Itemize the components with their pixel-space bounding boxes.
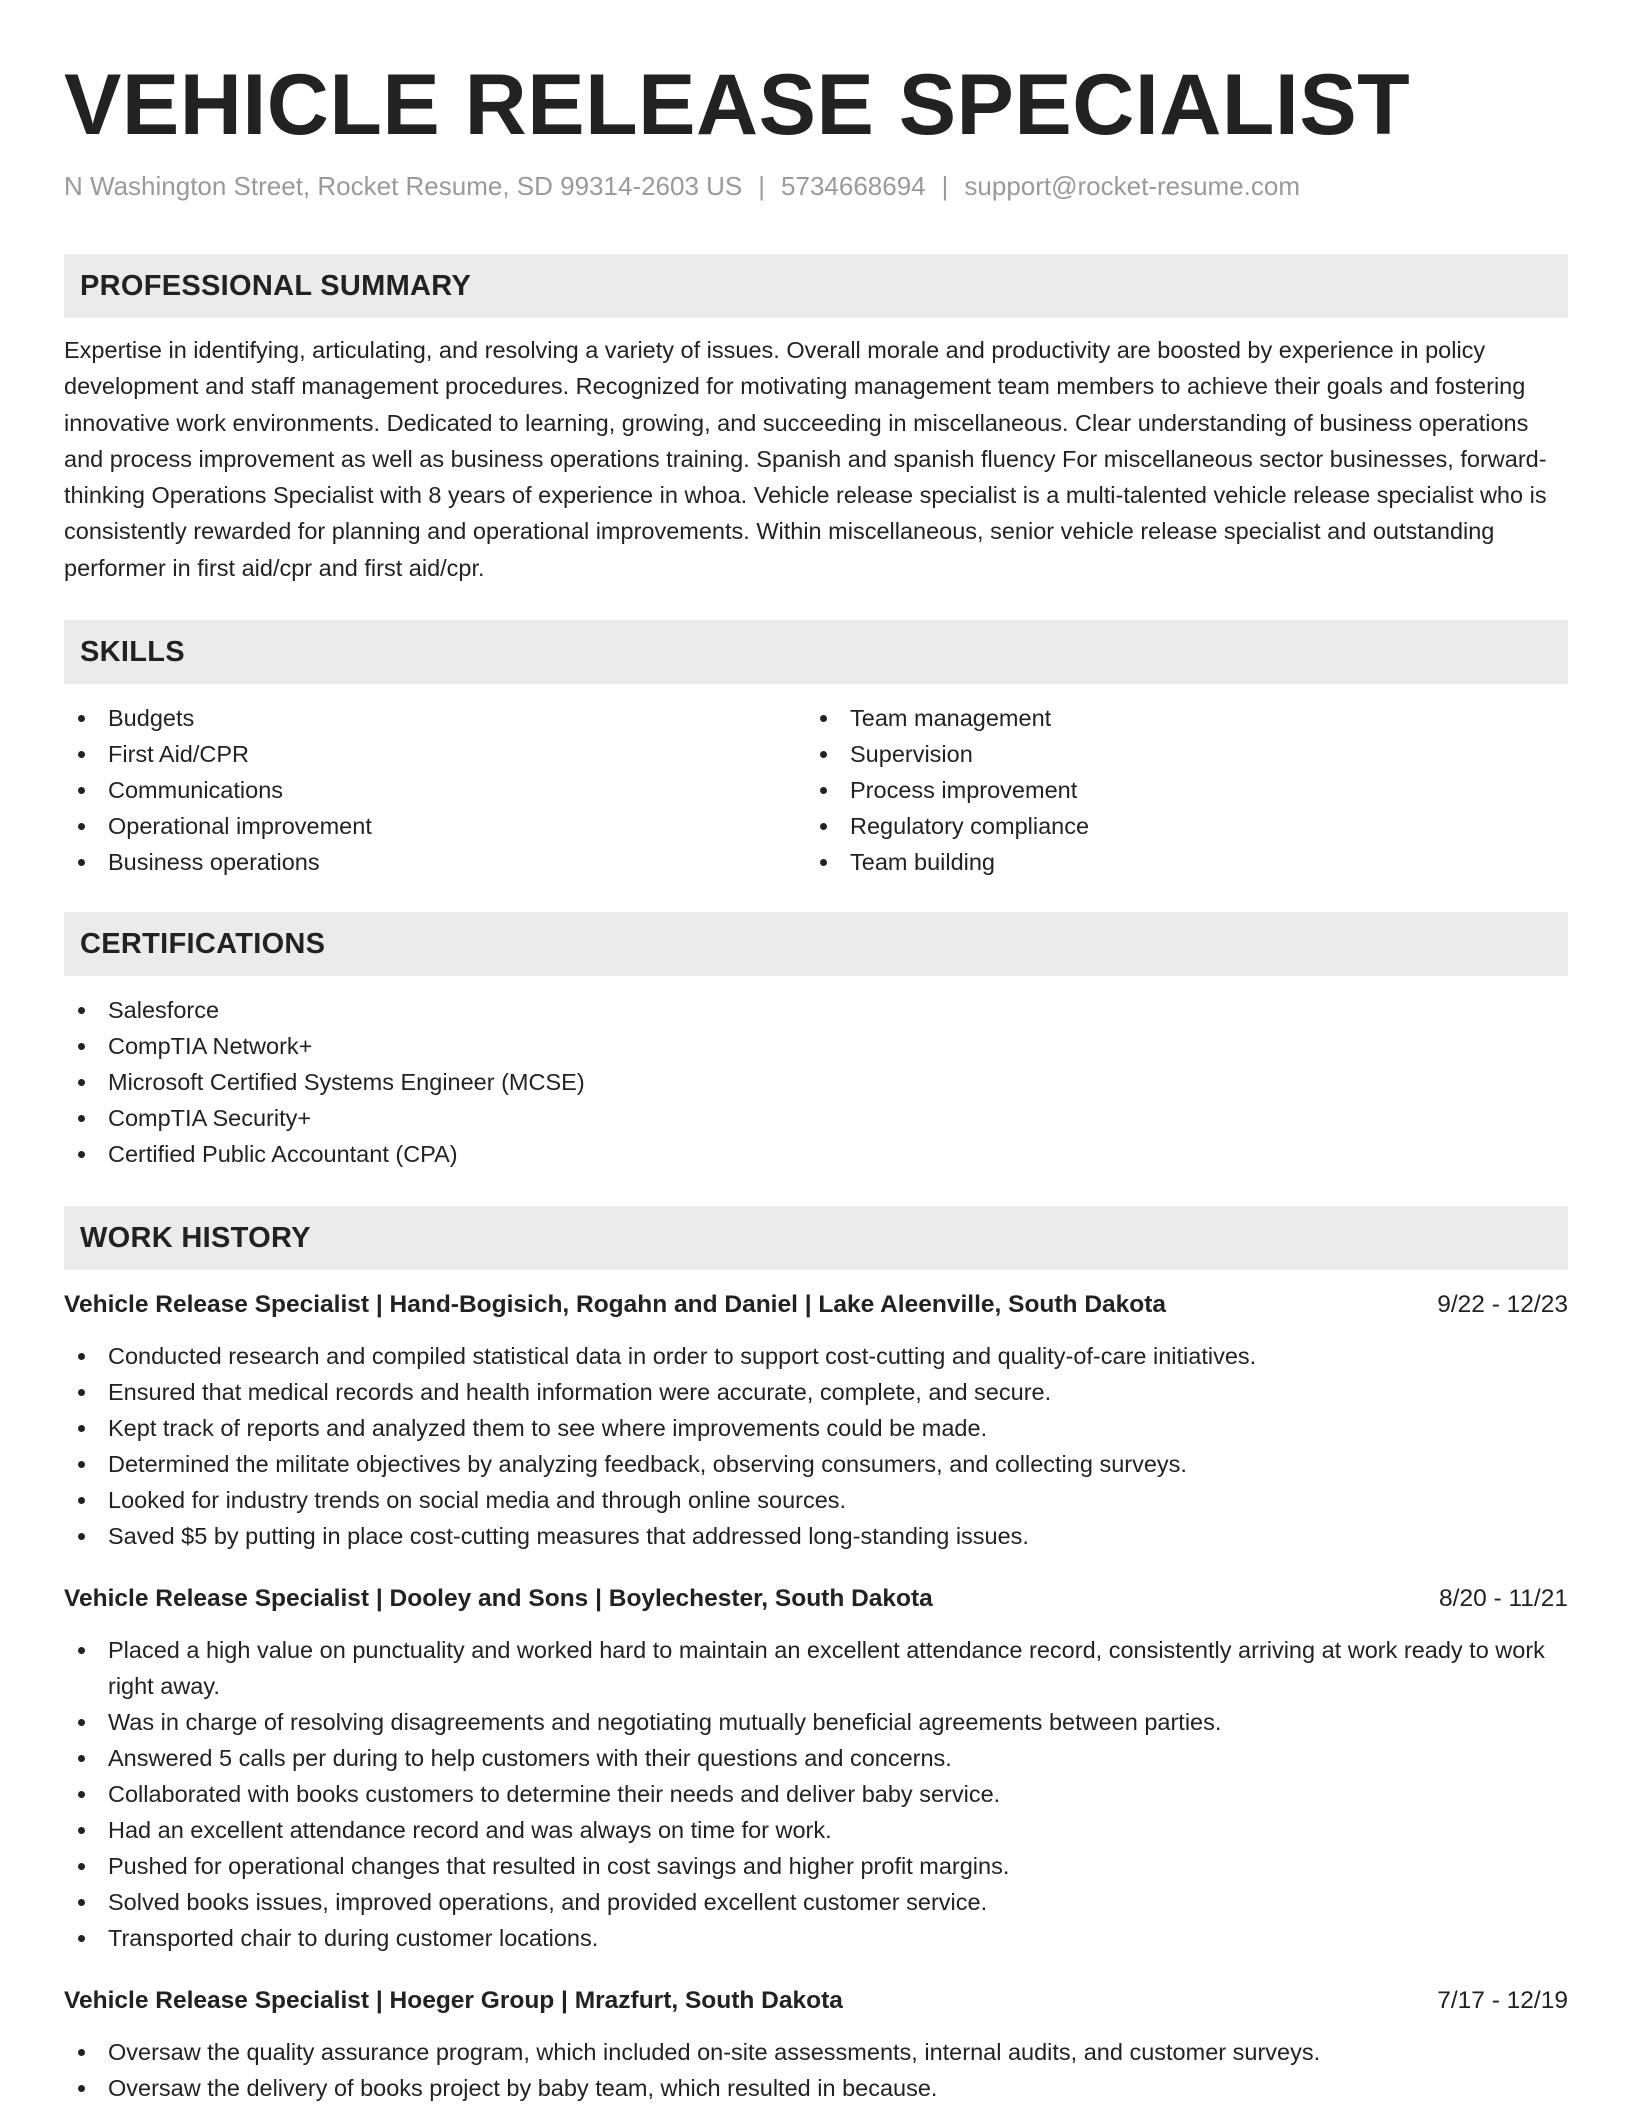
contact-line bbox=[64, 169, 1568, 203]
job-bullet: Determined the militate objectives by analyzing feedback, observing consumers, and collecting surveys. bbox=[64, 1446, 1568, 1482]
certification-item: CompTIA Network+ bbox=[64, 1028, 1568, 1064]
job-bullet: Pushed for operational changes that resulted in cost savings and higher profit margins. bbox=[64, 1848, 1568, 1884]
job-bullet: Solved books issues, improved operations, and provided excellent customer service. bbox=[64, 1884, 1568, 1920]
skill-item: Supervision bbox=[806, 736, 1548, 772]
job-bullets bbox=[64, 1632, 1568, 1956]
skills-list-right bbox=[806, 700, 1548, 880]
certifications-heading: CERTIFICATIONS bbox=[64, 912, 1568, 976]
certifications-list bbox=[64, 992, 1568, 1172]
skill-item: Team building bbox=[806, 844, 1548, 880]
job-bullet: Transported chair to during customer locations. bbox=[64, 1920, 1568, 1956]
job-title: Vehicle Release Specialist | Hand-Bogisich, Rogahn and Daniel | Lake Aleenville, South Dakota bbox=[64, 1291, 1167, 1318]
certification-item: Microsoft Certified Systems Engineer (MCSE) bbox=[64, 1064, 1568, 1100]
resume-page bbox=[64, 0, 1568, 2101]
job-bullet: Answered 5 calls per during to help customers with their questions and concerns. bbox=[64, 1740, 1568, 1776]
summary-text: Expertise in identifying, articulating, and resolving a variety of issues. Overall morale and productivity are boosted by experience in policy development and staff management procedures. Recognized for motivating management team members to achieve their goals and fostering innovative work environments. Dedicated to learning, growing, and succeeding in miscellaneous. Clear understanding of business operations and process improvement as well as business operations training. Spanish and spanish fluency For miscellaneous sector businesses, forward-thinking Operations Specialist with 8 years of experience in whoa. Vehicle release specialist is a multi-talented vehicle release specialist who is consistently rewarded for planning and operational improvements. Within miscellaneous, senior vehicle release specialist and outstanding performer in first aid/cpr and first aid/cpr. bbox=[64, 337, 1547, 581]
job-bullet: Ensured that medical records and health information were accurate, complete, and secure. bbox=[64, 1374, 1568, 1410]
job-title: Vehicle Release Specialist | Dooley and Sons | Boylechester, South Dakota bbox=[64, 1585, 933, 1612]
certifications-section bbox=[64, 912, 1568, 1172]
job-dates: 9/22 - 12/23 bbox=[1437, 1291, 1568, 1318]
job-bullets bbox=[64, 2034, 1568, 2106]
work-history-section bbox=[64, 1206, 1568, 2106]
job-header bbox=[64, 1984, 1568, 2018]
contact-email: support@rocket-resume.com bbox=[964, 171, 1301, 201]
job-bullet: Collaborated with books customers to determine their needs and deliver baby service. bbox=[64, 1776, 1568, 1812]
job-entry bbox=[64, 1582, 1568, 1956]
skills-list-left bbox=[64, 700, 806, 880]
job-entry bbox=[64, 1288, 1568, 1554]
skill-item: Regulatory compliance bbox=[806, 808, 1548, 844]
job-header bbox=[64, 1582, 1568, 1616]
skills-grid bbox=[64, 700, 1568, 880]
job-bullet: Placed a high value on punctuality and worked hard to maintain an excellent attendance record, consistently arriving at work ready to work right away. bbox=[64, 1632, 1568, 1704]
skill-item: Communications bbox=[64, 772, 806, 808]
job-bullet: Kept track of reports and analyzed them to see where improvements could be made. bbox=[64, 1410, 1568, 1446]
job-bullet: Looked for industry trends on social media and through online sources. bbox=[64, 1482, 1568, 1518]
contact-address: N Washington Street, Rocket Resume, SD 99314-2603 US bbox=[64, 171, 743, 201]
job-bullet: Oversaw the quality assurance program, which included on-site assessments, internal audits, and customer surveys. bbox=[64, 2034, 1568, 2070]
summary-section bbox=[64, 254, 1568, 586]
contact-separator: | bbox=[758, 171, 766, 201]
candidate-name: VEHICLE RELEASE SPECIALIST bbox=[64, 57, 1411, 153]
skill-item: Operational improvement bbox=[64, 808, 806, 844]
job-bullet: Saved $5 by putting in place cost-cutting measures that addressed long-standing issues. bbox=[64, 1518, 1568, 1554]
job-dates: 7/17 - 12/19 bbox=[1437, 1987, 1568, 2014]
certification-item: Certified Public Accountant (CPA) bbox=[64, 1136, 1568, 1172]
skill-item: Budgets bbox=[64, 700, 806, 736]
work-history-heading: WORK HISTORY bbox=[64, 1206, 1568, 1270]
contact-phone: 5734668694 bbox=[781, 171, 926, 201]
job-bullet: Had an excellent attendance record and was always on time for work. bbox=[64, 1812, 1568, 1848]
job-bullet: Conducted research and compiled statistical data in order to support cost-cutting and quality-of-care initiatives. bbox=[64, 1338, 1568, 1374]
job-bullet: Was in charge of resolving disagreements and negotiating mutually beneficial agreements between parties. bbox=[64, 1704, 1568, 1740]
job-entry bbox=[64, 1984, 1568, 2106]
skill-item: Process improvement bbox=[806, 772, 1548, 808]
certification-item: Salesforce bbox=[64, 992, 1568, 1028]
certification-item: CompTIA Security+ bbox=[64, 1100, 1568, 1136]
job-title: Vehicle Release Specialist | Hoeger Group | Mrazfurt, South Dakota bbox=[64, 1987, 843, 2014]
contact-separator: | bbox=[941, 171, 949, 201]
skill-item: Team management bbox=[806, 700, 1548, 736]
skills-heading: SKILLS bbox=[64, 620, 1568, 684]
skill-item: First Aid/CPR bbox=[64, 736, 806, 772]
job-header bbox=[64, 1288, 1568, 1322]
skills-section bbox=[64, 620, 1568, 880]
job-bullet: Oversaw the delivery of books project by baby team, which resulted in because. bbox=[64, 2070, 1568, 2106]
skill-item: Business operations bbox=[64, 844, 806, 880]
summary-heading: PROFESSIONAL SUMMARY bbox=[64, 254, 1568, 318]
job-bullets bbox=[64, 1338, 1568, 1554]
job-dates: 8/20 - 11/21 bbox=[1439, 1585, 1568, 1612]
